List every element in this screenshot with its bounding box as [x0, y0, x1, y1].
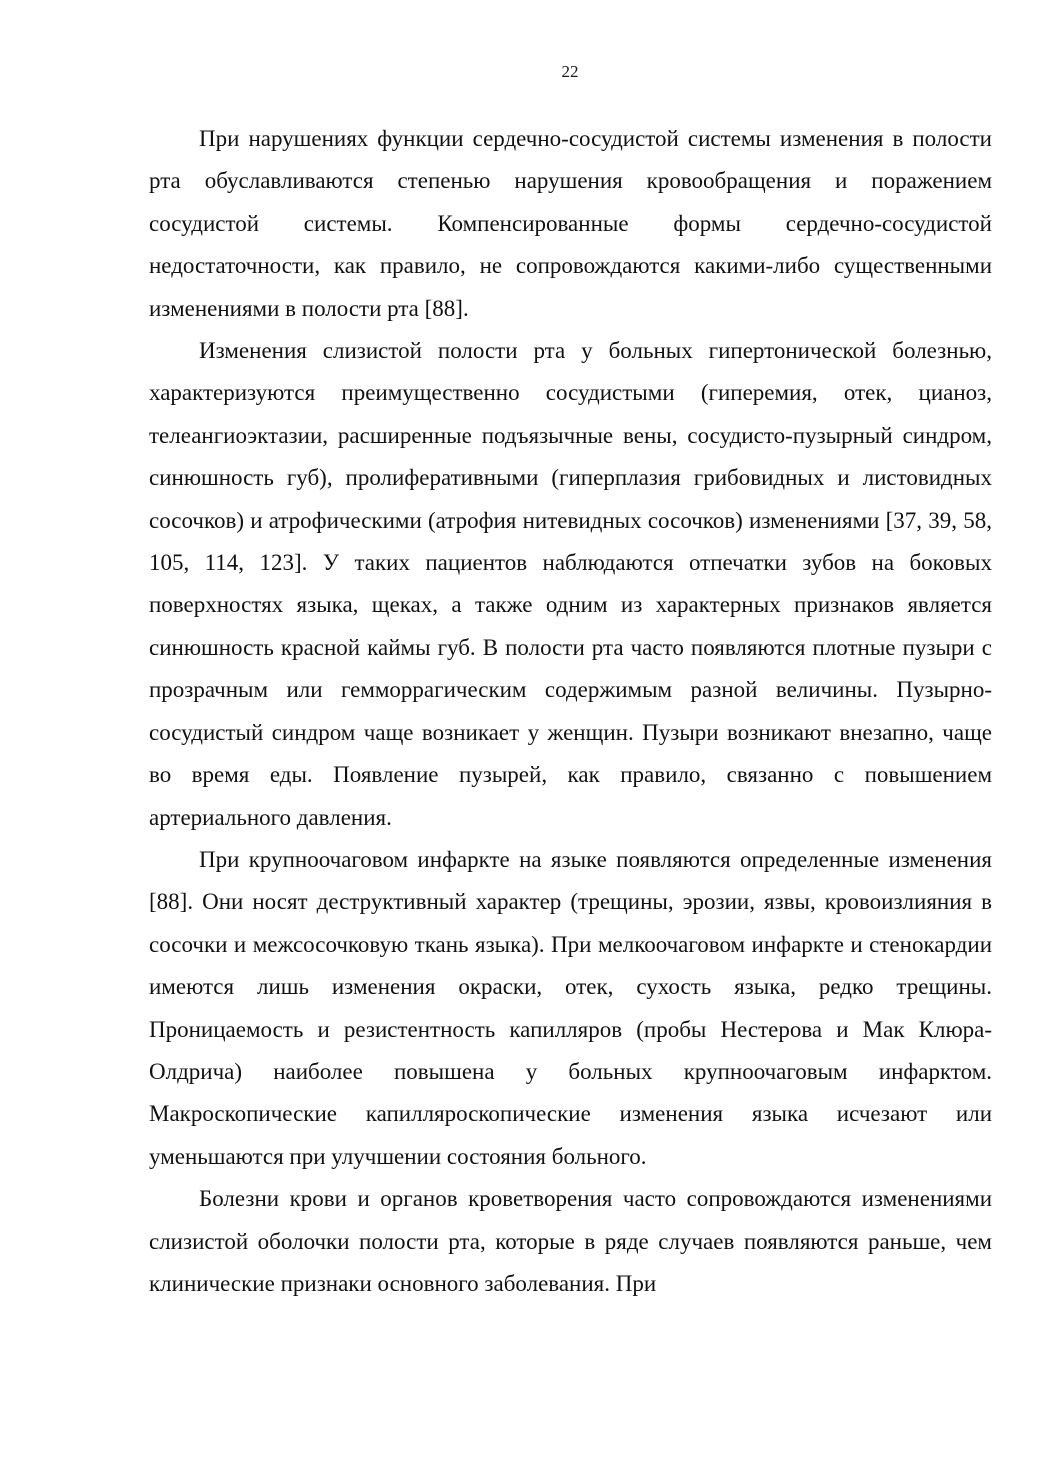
paragraph-cardiovascular: При нарушениях функции сердечно-сосудистой системы изменения в полости рта обуславливаются степенью нарушения кровообращения и поражением сосудистой системы. Компенсированные формы сердечно-сосудистой недостаточности, как правило, не сопровождаются какими-либо существенными изменениями в полости рта [88]. [149, 126, 992, 321]
paragraph-hypertension: Изменения слизистой полости рта у больных гипертонической болезнью, характеризуются преимущественно сосудистыми (гиперемия, отек, цианоз, телеангиоэктазии, расширенные подъязычные вены, сосудисто-пузырный синдром, синюшность губ), пролиферативными (гиперплазия грибовидных и листовидных сосочков) и атрофическими (атрофия нитевидных сосочков) изменениями [37, 39, 58, 105, 114, 123]. У таких пациентов наблюдаются отпечатки зубов на боковых поверхностях языка, щеках, а также одним из характерных признаков является синюшность красной каймы губ. В полости рта часто появляются плотные пузыри с прозрачным или гемморрагическим содержимым разной величины. Пузырно-сосудистый синдром чаще возникает у женщин. Пузыри возникают внезапно, чаще во время еды. Появление пузырей, как правило, связанно с повышением артериального давления. [149, 338, 992, 830]
page-number: 22 [561, 62, 579, 81]
paragraph-infarction: При крупноочаговом инфаркте на языке появляются определенные изменения [88]. Они носят деструктивный характер (трещины, эрозии, язвы, кровоизлияния в сосочки и межсосочковую ткань языка). При мелкоочаговом инфаркте и стенокардии имеются лишь изменения окраски, отек, сухость языка, редко трещины. Проницаемость и резистентность капилляров (пробы Нестерова и Мак Клюра-Олдрича) наиболее повышена у больных крупноочаговым инфарктом. Макроскопические капилляроскопические изменения языка исчезают или уменьшаются при улучшении состояния больного. [149, 846, 992, 1169]
paragraph-blood-diseases: Болезни крови и органов кроветворения часто сопровождаются изменениями слизистой оболочки полости рта, которые в ряде случаев появляются раньше, чем клинические признаки основного заболевания. При [149, 1186, 992, 1296]
body-text [149, 118, 992, 1305]
